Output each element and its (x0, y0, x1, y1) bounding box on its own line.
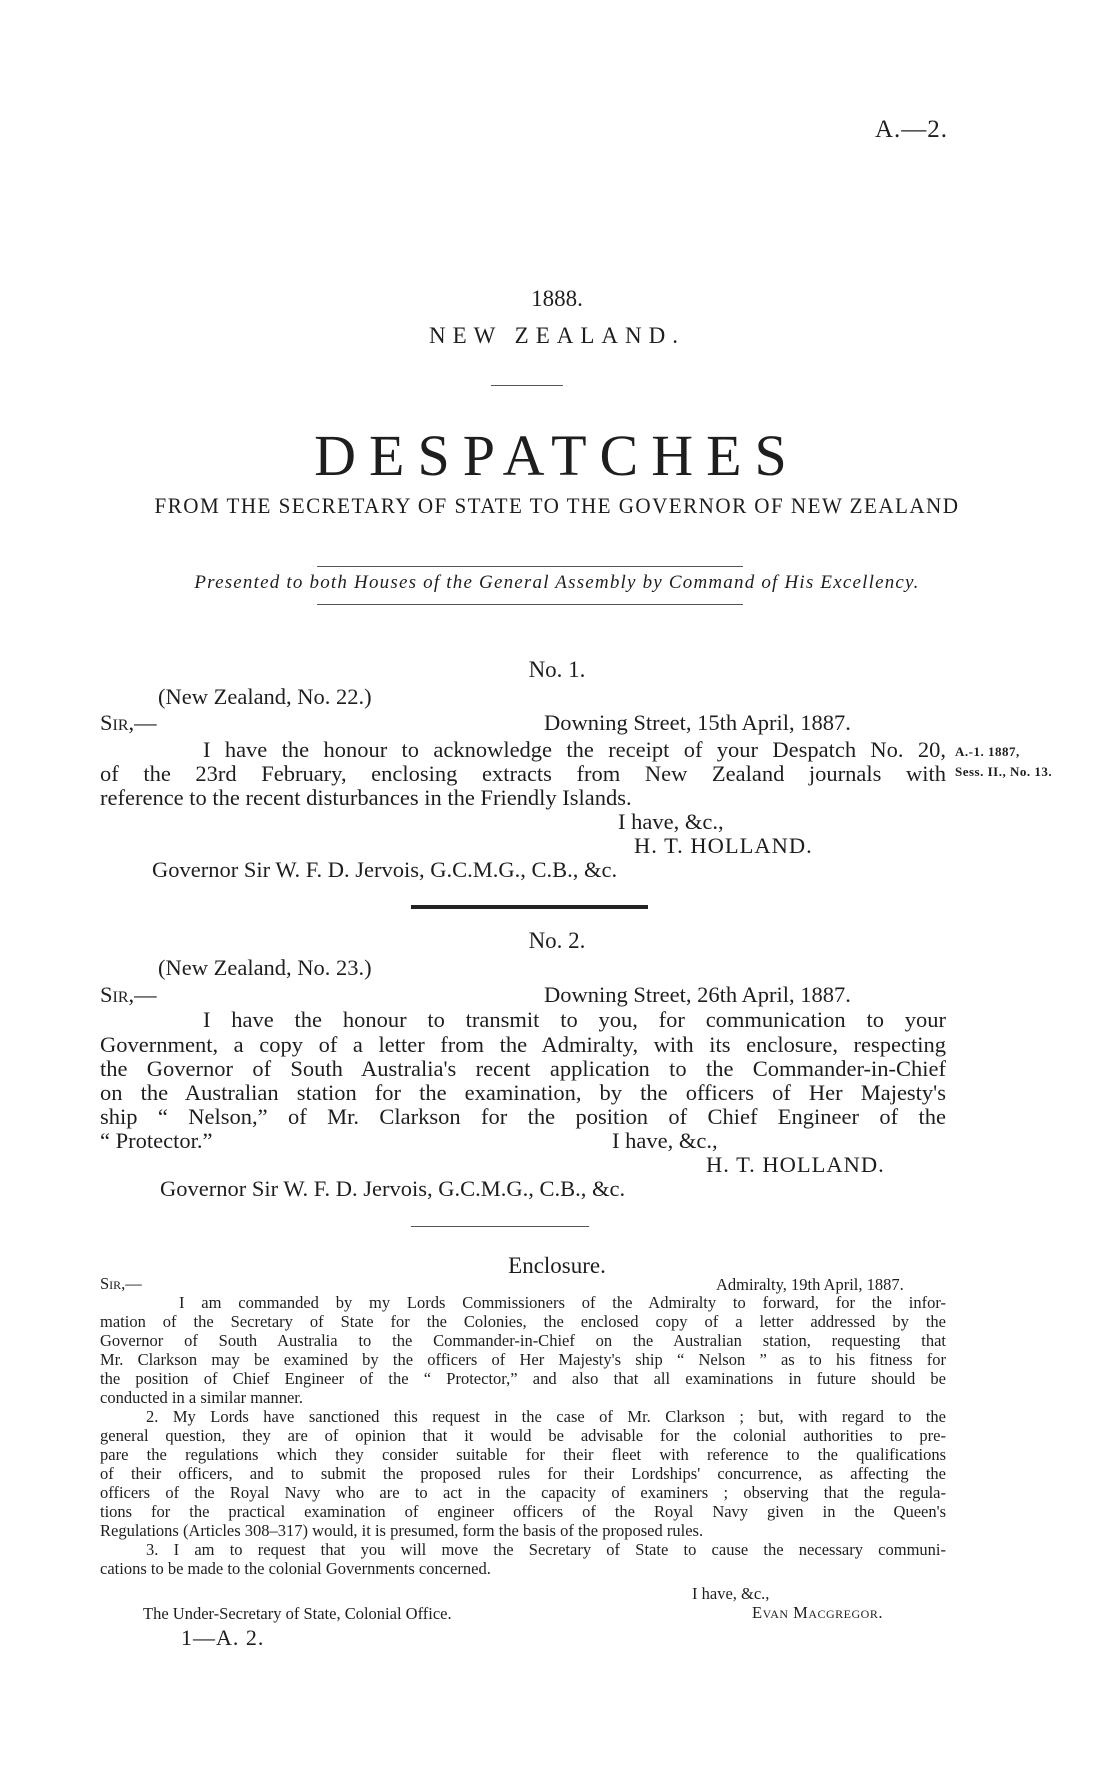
enclosure-line: 3. I am to request that you will move the Secretary of State to cause the necessary communi- (146, 1540, 946, 1559)
enclosure-addressee: The Under-Secretary of State, Colonial Office. (143, 1604, 452, 1623)
enclosure-line: pare the regulations which they consider suitable for their fleet with reference to the qualifications (100, 1445, 946, 1464)
enclosure-salutation: Sir,— (100, 1274, 142, 1293)
margin-note: Sess. II., No. 13. (955, 764, 1053, 779)
despatch-2-number: No. 2. (528, 928, 586, 953)
presented-line: Presented to both Houses of the General Assembly by Command of His Excellency. (194, 572, 920, 593)
enclosure-place-date: Admiralty, 19th April, 1887. (716, 1275, 904, 1294)
despatch-1-addressee: Governor Sir W. F. D. Jervois, G.C.M.G., C.B., &c. (152, 857, 618, 882)
despatch-2-addressee: Governor Sir W. F. D. Jervois, G.C.M.G., C.B., &c. (160, 1176, 626, 1201)
despatch-2-place-date: Downing Street, 26th April, 1887. (544, 982, 851, 1007)
enclosure-line: Regulations (Articles 308–317) would, it is presumed, form the basis of the proposed rules. (100, 1521, 704, 1540)
despatch-2-closing: I have, &c., (612, 1128, 718, 1153)
enclosure-line: Governor of South Australia to the Commander-in-Chief on the Australian station, requesting that (100, 1331, 946, 1350)
enclosure-line: tions for the practical examination of engineer officers of the Royal Navy given in the Queen's (100, 1502, 946, 1521)
enclosure-line: officers of the Royal Navy who are to act in the capacity of examiners ; observing that the regula- (100, 1483, 946, 1502)
section-divider-thin (411, 1226, 589, 1227)
enclosure-line: mation of the Secretary of State for the Colonies, the enclosed copy of a letter addressed by the (100, 1312, 946, 1331)
despatch-1-place-date: Downing Street, 15th April, 1887. (544, 710, 851, 735)
despatch-1-signature: H. T. HOLLAND. (634, 833, 813, 858)
despatch-2-salutation: Sir,— (100, 982, 157, 1007)
despatch-2-line: ship “ Nelson,” of Mr. Clarkson for the position of Chief Engineer of the (100, 1104, 946, 1129)
despatch-2-line: “ Protector.” (100, 1128, 213, 1153)
despatch-2-line: I have the honour to transmit to you, for communication to your (203, 1007, 946, 1032)
enclosure-line: the position of Chief Engineer of the “ Protector,” and also that all examinations in future should be (100, 1369, 946, 1388)
enclosure-line: I am commanded by my Lords Commissioners of the Admiralty to forward, for the infor- (179, 1293, 946, 1312)
enclosure-line: Mr. Clarkson may be examined by the officers of Her Majesty's ship “ Nelson ” as to his fitness for (100, 1350, 946, 1369)
document-title: DESPATCHES (314, 423, 800, 488)
despatch-1-line: reference to the recent disturbances in the Friendly Islands. (100, 785, 632, 810)
despatch-1-closing: I have, &c., (618, 809, 724, 834)
despatch-1-number: No. 1. (528, 657, 586, 682)
section-divider (411, 905, 648, 909)
despatch-1-salutation: Sir,— (100, 710, 157, 735)
despatch-2-line: the Governor of South Australia's recent application to the Commander-in-Chief (100, 1056, 946, 1081)
despatch-1-ref: (New Zealand, No. 22.) (158, 684, 372, 709)
divider-above-presented (317, 566, 743, 567)
enclosure-line: of their officers, and to submit the proposed rules for their Lordships' concurrence, as affecting the (100, 1464, 946, 1483)
enclosure-line: conducted in a similar manner. (100, 1388, 303, 1407)
enclosure-signature: Evan Macgregor. (752, 1603, 883, 1622)
year: 1888. (531, 286, 583, 311)
despatch-2-line: on the Australian station for the examination, by the officers of Her Majesty's (100, 1080, 946, 1105)
despatch-1-line: of the 23rd February, enclosing extracts from New Zealand journals with (100, 761, 946, 786)
despatch-2-line: Government, a copy of a letter from the Admiralty, with its enclosure, respecting (100, 1032, 946, 1057)
enclosure-heading: Enclosure. (508, 1253, 606, 1278)
despatch-2-signature: H. T. HOLLAND. (706, 1152, 885, 1177)
enclosure-closing: I have, &c., (692, 1584, 770, 1603)
signature-mark: 1—A. 2. (181, 1625, 265, 1650)
margin-note: A.-1. 1887, (955, 744, 1020, 759)
page-reference: A.—2. (874, 116, 948, 143)
enclosure-line: cations to be made to the colonial Governments concerned. (100, 1559, 491, 1578)
despatch-2-ref: (New Zealand, No. 23.) (158, 955, 372, 980)
country: NEW ZEALAND. (428, 323, 686, 348)
divider-below-presented (317, 604, 743, 605)
enclosure-line: 2. My Lords have sanctioned this request in the case of Mr. Clarkson ; but, with regard to the (146, 1407, 946, 1426)
despatch-1-line: I have the honour to acknowledge the receipt of your Despatch No. 20, (203, 737, 946, 762)
enclosure-line: general question, they are of opinion that it would be advisable for the colonial authorities to pre- (100, 1426, 946, 1445)
document-subtitle: FROM THE SECRETARY OF STATE TO THE GOVERNOR OF NEW ZEALAND (154, 493, 960, 518)
divider-short (491, 385, 563, 386)
